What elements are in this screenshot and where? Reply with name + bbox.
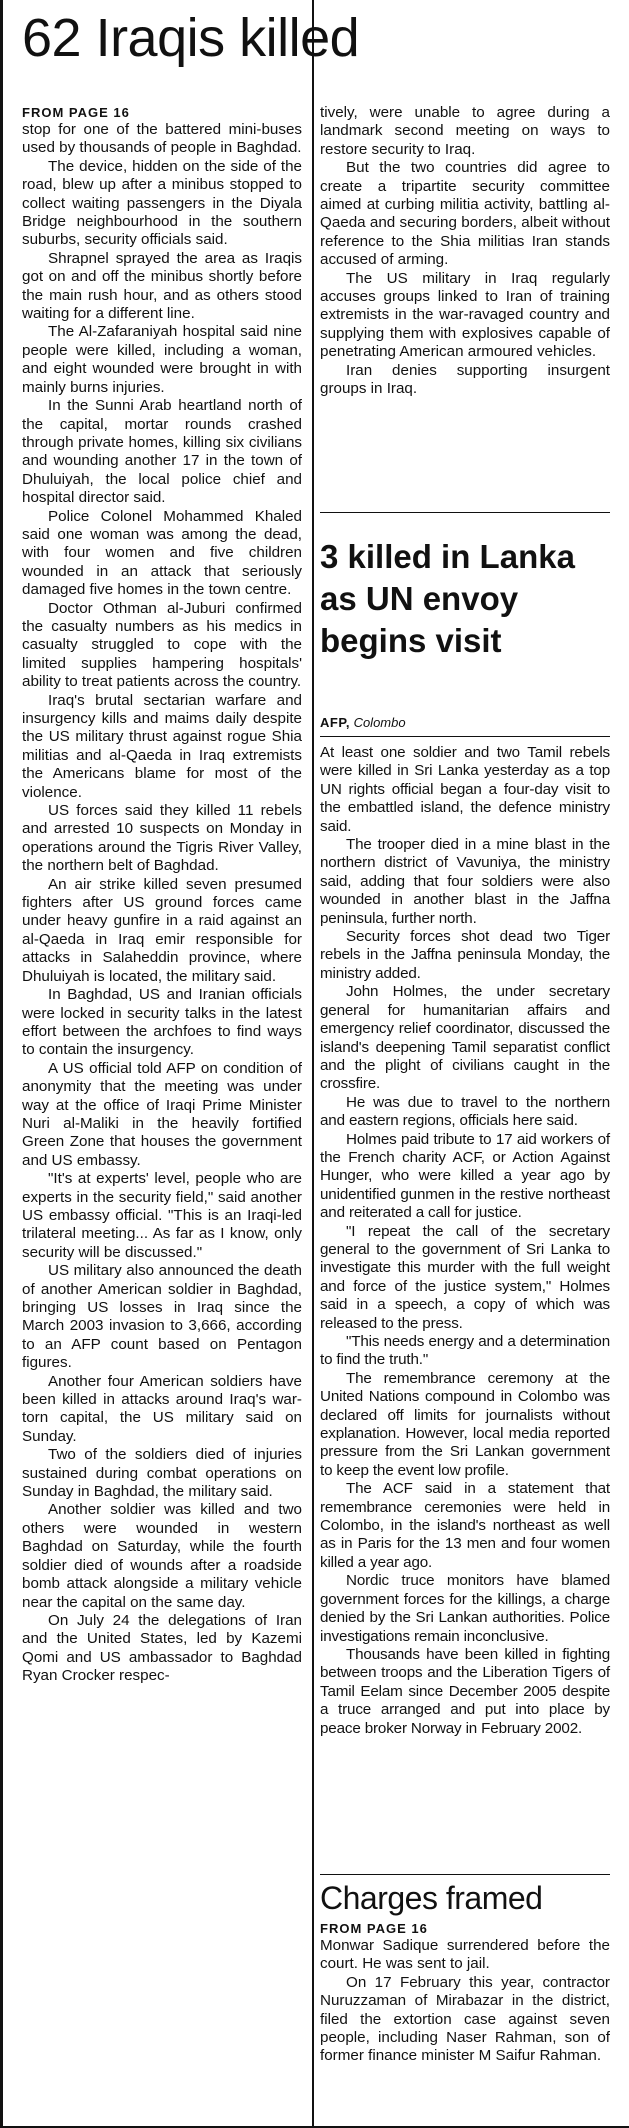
- byline-rule: [320, 736, 610, 737]
- story2-paragraph: The trooper died in a mine blast in the northern district of Vavuniya, the ministry said, adding that four soldiers were also wounded in another blast in the Jaffna peninsula, further north.: [320, 836, 610, 927]
- story1-paragraph: On July 24 the delegations of Iran and the United States, led by Kazemi Qomi and US ambassador to Baghdad Ryan Crocker respec-: [22, 1611, 302, 1685]
- story1-paragraph: But the two countries did agree to create a tripartite security committee aimed at curbing militia activity, battling al-Qaeda and securing borders, albeit without reference to the Shia militias Iran stands accused of arming.: [320, 159, 610, 269]
- story-separator-rule: [320, 1874, 610, 1875]
- story1-column-left: [22, 104, 302, 1686]
- story1-jump-line: FROM PAGE 16: [22, 105, 130, 120]
- story1-paragraph: US forces said they killed 11 rebels and arrested 10 suspects on Monday in operations around the Tigris River Valley, the northern belt of Baghdad.: [22, 802, 302, 875]
- column-divider-rule: [312, 0, 314, 2128]
- story1-paragraph: Two of the soldiers died of injuries sustained during combat operations on Sunday in Baghdad, the military said.: [22, 1446, 302, 1501]
- story1-paragraph: "It's at experts' level, people who are experts in the security field," said another US embassy official. "This is an Iraqi-led trilateral meeting... As far as I know, only security will be discussed.": [22, 1170, 302, 1261]
- story1-headline: 62 Iraqis killed: [22, 8, 360, 68]
- story-separator-rule: [320, 512, 610, 513]
- story2-paragraph: Security forces shot dead two Tiger rebels in the Jaffna peninsula Monday, the ministry added.: [320, 928, 610, 982]
- story1-paragraph: Doctor Othman al-Juburi confirmed the casualty numbers as his medics in casualty struggled to cope with the limited supplies hampering hospitals' ability to treat patients across the country.: [22, 599, 302, 691]
- story1-paragraph: Police Colonel Mohammed Khaled said one woman was among the dead, with four women and five children wounded in an attack that seriously damaged five homes in the town centre.: [22, 507, 302, 599]
- story1-paragraph: Iran denies supporting insurgent groups in Iraq.: [320, 361, 610, 398]
- story1-paragraph: In the Sunni Arab heartland north of the capital, mortar rounds crashed through private homes, killing six civilians and wounding another 17 in the town of Dhuluiyah, the local police chief and hospital director said.: [22, 397, 302, 507]
- story2-agency: AFP,: [320, 715, 350, 730]
- left-border-rule: [0, 0, 3, 2128]
- story1-paragraph: stop for one of the battered mini-buses used by thousands of people in Baghdad.: [22, 121, 302, 157]
- story2-headline: 3 killed in Lanka as UN envoy begins visit: [320, 538, 575, 659]
- story2-paragraph: The remembrance ceremony at the United Nations compound in Colombo was declared off limits for journalists without explanation. However, local media reported pressure from the Sri Lankan government to keep the event low profile.: [320, 1369, 610, 1479]
- story2-paragraph: Thousands have been killed in fighting between troops and the Liberation Tigers of Tamil Eelam since December 2005 despite a truce arranged and put into place by peace broker Norway in February 2002.: [320, 1645, 610, 1737]
- story1-paragraph: An air strike killed seven presumed fighters after US ground forces came under heavy gunfire in a raid against an al-Qaeda in Iraq emir responsible for attacks in Salaheddin province, where Dhuluiyah is located, the military said.: [22, 875, 302, 985]
- story3-paragraph: Monwar Sadique surrendered before the court. He was sent to jail.: [320, 1937, 610, 1973]
- story3-paragraph: On 17 February this year, contractor Nuruzzaman of Mirabazar in the district, filed the extortion case against seven people, including Naser Rahman, son of former finance minister M Saifur Rahman.: [320, 1973, 610, 2065]
- story1-paragraph: Another four American soldiers have been killed in attacks around Iraq's war-torn capital, the US military said on Sunday.: [22, 1372, 302, 1445]
- story3-headline: Charges framed: [320, 1880, 543, 1916]
- story1-paragraph: In Baghdad, US and Iranian officials were locked in security talks in the latest effort between the archfoes to find ways to contain the insurgency.: [22, 986, 302, 1059]
- story2-paragraph: Holmes paid tribute to 17 aid workers of the French charity ACF, or Action Against Hunger, who were killed a year ago by unidentified gunmen in the restive northeast and reiterated a call for justice.: [320, 1130, 610, 1222]
- story1-column-right: [320, 104, 610, 399]
- story1-paragraph: The device, hidden on the side of the road, blew up after a minibus stopped to collect waiting passengers in the Diyala Bridge neighbourhood in the southern suburbs, security officials said.: [22, 157, 302, 249]
- story2-body: [320, 744, 610, 1738]
- story2-paragraph: At least one soldier and two Tamil rebels were killed in Sri Lanka yesterday as a top UN rights official began a four-day visit to the embattled island, the defence ministry said.: [320, 744, 610, 835]
- story1-paragraph: Shrapnel sprayed the area as Iraqis got on and off the minibus shortly before the main rush hour, and as others stood waiting for a different line.: [22, 249, 302, 323]
- story1-paragraph: tively, were unable to agree during a landmark second meeting on ways to restore security to Iraq.: [320, 104, 610, 158]
- story1-paragraph: A US official told AFP on condition of anonymity that the meeting was under way at the office of Iraqi Prime Minister Nuri al-Maliki in the heavily fortified Green Zone that houses the government and US embassy.: [22, 1059, 302, 1169]
- story1-paragraph: The Al-Zafaraniyah hospital said nine people were killed, including a woman, and eight wounded were brought in with mainly burns injuries.: [22, 323, 302, 396]
- story2-dateline: Colombo: [353, 715, 406, 730]
- story1-paragraph: The US military in Iraq regularly accuses groups linked to Iran of training extremists in the war-ravaged country and supplying them with explosives capable of penetrating American armoured vehicles.: [320, 269, 610, 361]
- story2-byline: [320, 715, 406, 730]
- story1-paragraph: Another soldier was killed and two others were wounded in western Baghdad on Saturday, while the fourth soldier died of wounds after a roadside bomb attack alongside a military vehicle near the capital on the same day.: [22, 1501, 302, 1611]
- story2-paragraph: "This needs energy and a determination to find the truth.": [320, 1333, 610, 1369]
- story2-paragraph: He was due to travel to the northern and eastern regions, officials here said.: [320, 1093, 610, 1130]
- story2-paragraph: John Holmes, the under secretary general for humanitarian affairs and emergency relief coordinator, discussed the island's deepening Tamil separatist conflict and the plight of civilians caught in the crossfire.: [320, 983, 610, 1093]
- story1-paragraph: US military also announced the death of another American soldier in Baghdad, bringing US losses in Iraq since the March 2003 invasion to 3,666, according to an AFP count based on Pentagon figures.: [22, 1262, 302, 1372]
- story2-paragraph: Nordic truce monitors have blamed government forces for the killings, a charge denied by the Sri Lankan authorities. Police investigations remain inconclusive.: [320, 1572, 610, 1645]
- story3-jump-line: FROM PAGE 16: [320, 1921, 428, 1936]
- story2-paragraph: "I repeat the call of the secretary general to the government of Sri Lanka to investigate this murder with the full weight and force of the justice system," Holmes said in a speech, a copy of which was released to the press.: [320, 1222, 610, 1332]
- story2-paragraph: The ACF said in a statement that remembrance ceremonies were held in Colombo, in the island's northeast as well as in Paris for the 13 men and four women killed a year ago.: [320, 1480, 610, 1571]
- story1-paragraph: Iraq's brutal sectarian warfare and insurgency kills and maims daily despite the US military thrust against rogue Shia militias and al-Qaeda in Iraq extremists the Americans blame for most of the violence.: [22, 691, 302, 801]
- story3-body: [320, 1920, 610, 2066]
